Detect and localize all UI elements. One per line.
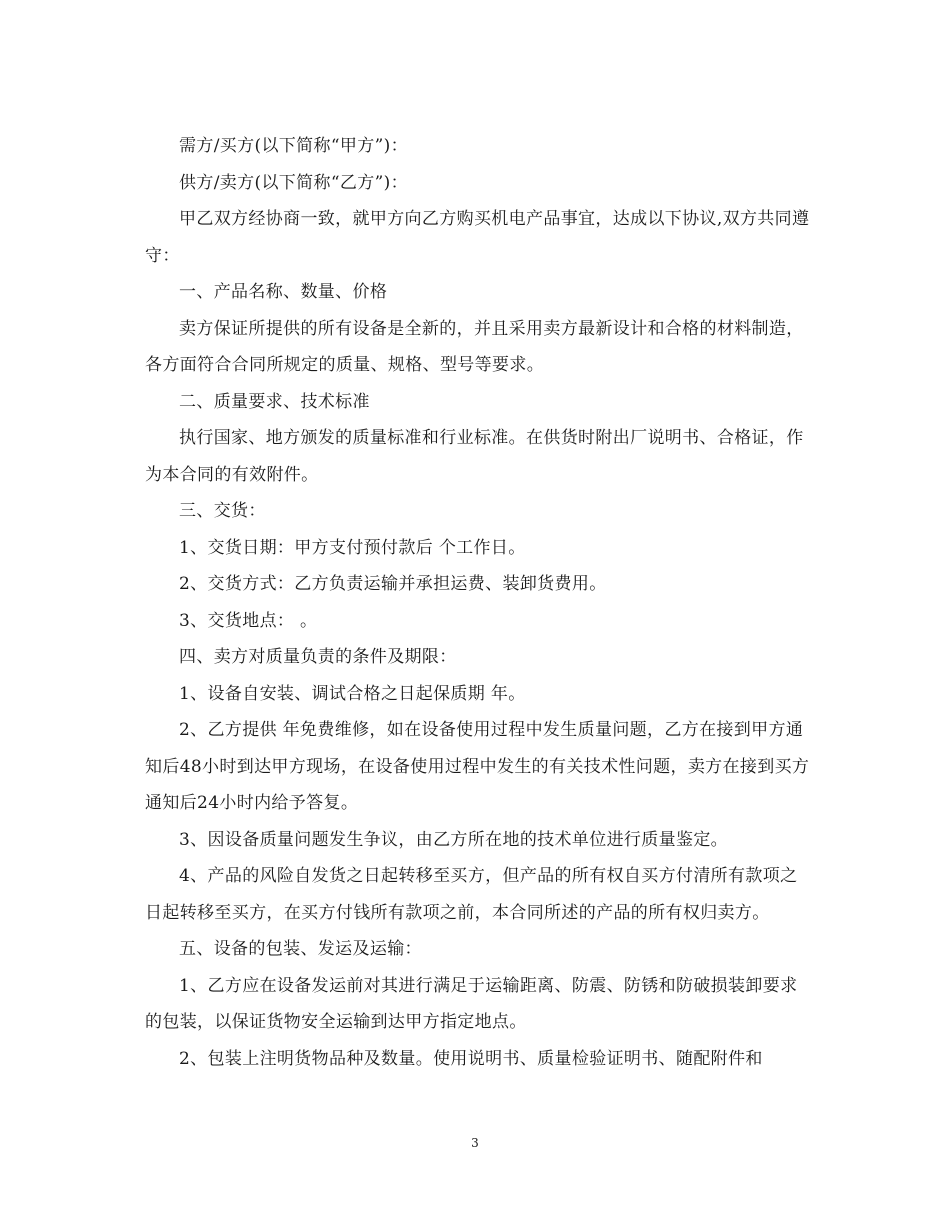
section-heading-quality: 二、质量要求、技术标准: [179, 391, 370, 412]
paragraph-quality-standards: 执行国家、地方颁发的质量标准和行业标准。在供货时附出厂说明书、合格证，作为本合同的有效附件。: [145, 428, 804, 485]
section-heading-product: 一、产品名称、数量、价格: [179, 282, 388, 302]
section-heading-warranty: 四、卖方对质量负责的条件及期限：: [179, 647, 457, 667]
paragraph-risk-ownership: 4、产品的风险自发货之日起转移至买方，但产品的所有权自买方付清所有款项之日起转移至买方，在买方付钱所有款项之前，本合同所述的产品的所有权归卖方。: [145, 866, 798, 923]
page-number: 3: [471, 1136, 479, 1150]
document-body: [145, 128, 810, 1077]
paragraph-seller: 供方/卖方(以下简称“乙方”)：: [179, 172, 408, 193]
section-heading-delivery: 三、交货：: [179, 501, 266, 521]
paragraph-agreement-intro: 甲乙双方经协商一致，就甲方向乙方购买机电产品事宜，达成以下协议,双方共同遵守：: [145, 209, 810, 266]
paragraph-packaging-labels: 2、包装上注明货物品种及数量。使用说明书、质量检验证明书、随配附件和: [179, 1048, 763, 1069]
paragraph-warranty-period: 1、设备自安装、调试合格之日起保质期 年。: [179, 683, 526, 704]
paragraph-delivery-location: 3、交货地点： 。: [179, 610, 318, 631]
paragraph-buyer: 需方/买方(以下简称“甲方”)：: [179, 136, 408, 156]
section-heading-packaging: 五、设备的包装、发运及运输：: [179, 939, 422, 959]
paragraph-delivery-method: 2、交货方式：乙方负责运输并承担运费、装卸货费用。: [179, 574, 607, 594]
paragraph-packaging-requirements: 1、乙方应在设备发运前对其进行满足于运输距离、防震、防锈和防破损装卸要求的包装，以保证货物安全运输到达甲方指定地点。: [145, 975, 798, 1032]
paragraph-product-guarantee: 卖方保证所提供的所有设备是全新的，并且采用卖方最新设计和合格的材料制造，各方面符合合同所规定的质量、规格、型号等要求。: [145, 318, 804, 375]
paragraph-quality-dispute: 3、因设备质量问题发生争议，由乙方所在地的技术单位进行质量鉴定。: [179, 829, 729, 850]
paragraph-delivery-date: 1、交货日期：甲方支付预付款后 个工作日。: [179, 537, 526, 558]
paragraph-free-repair: 2、乙方提供 年免费维修，如在设备使用过程中发生质量问题，乙方在接到甲方通知后48小时到达甲方现场，在设备使用过程中发生的有关技术性问题，卖方在接到买方通知后24小时内给予答复。: [145, 720, 810, 813]
